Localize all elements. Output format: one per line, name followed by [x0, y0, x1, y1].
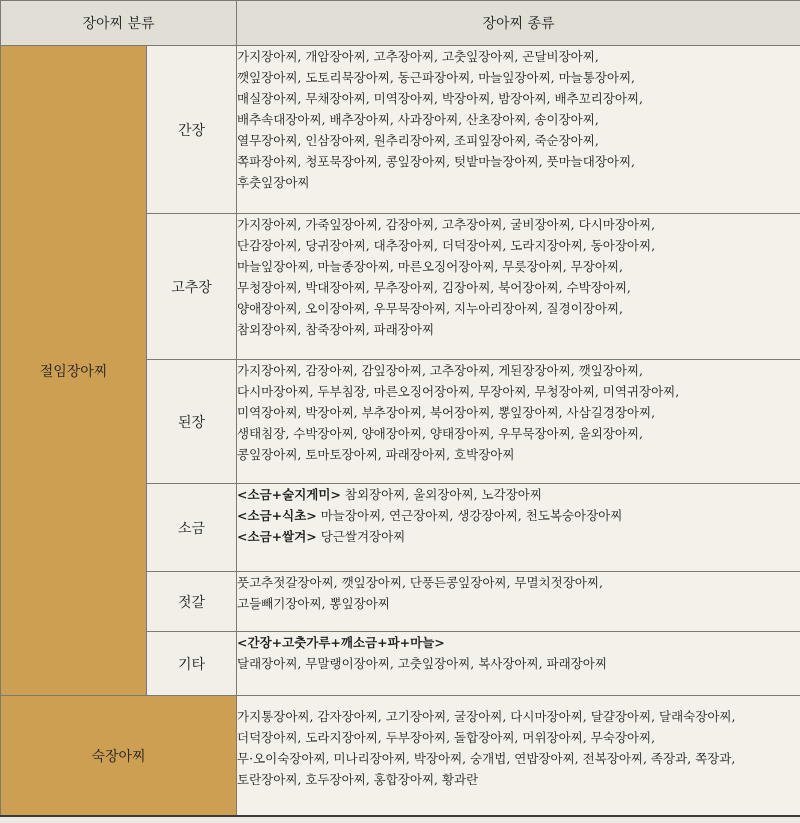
sub-doenjang: 된장	[147, 360, 237, 484]
item-line: 쪽파장아찌, 청포묵장아찌, 콩잎장아찌, 텃밭마늘장아찌, 풋마늘대장아찌,	[237, 154, 636, 169]
item-line: 고들빼기장아찌, 뽕잎장아찌	[237, 596, 390, 611]
item-line: 가지장아찌, 가죽잎장아찌, 감장아찌, 고추장아찌, 굴비장아찌, 다시마장아찌,	[237, 217, 656, 232]
item-line: 단감장아찌, 당귀장아찌, 대추장아찌, 더덕장아찌, 도라지장아찌, 동아장아찌,	[237, 238, 656, 253]
item-line: 가지장아찌, 감장아찌, 감잎장아찌, 고추장아찌, 게된장장아찌, 깻잎장아찌,	[237, 363, 643, 378]
item-line: 콩잎장아찌, 토마토장아찌, 파래장아찌, 호박장아찌	[237, 447, 515, 462]
header-category: 장아찌 분류	[1, 1, 237, 46]
item-line: 무·오이숙장아찌, 미나리장아찌, 박장아찌, 숭개법, 연밥장아찌, 전복장아찌, 족장과, 쪽장과,	[237, 751, 736, 766]
sub-ganjang: 간장	[147, 46, 237, 214]
item-line: 열무장아찌, 인삼장아찌, 원추리장아찌, 조피잎장아찌, 죽순장아찌,	[237, 133, 599, 148]
item-line: 가지장아찌, 개암장아찌, 고추장아찌, 고춧잎장아찌, 곤달비장아찌,	[237, 49, 599, 64]
item-line: 매실장아찌, 무채장아찌, 미역장아찌, 박장아찌, 밤장아찌, 배추꼬리장아찌,	[237, 91, 643, 106]
item-line: 가지통장아찌, 감자장아찌, 고기장아찌, 굴장아찌, 다시마장아찌, 달걀장아찌, 달래숙장아찌,	[237, 709, 736, 724]
bottom-rule	[0, 815, 800, 817]
items-doenjang	[237, 360, 800, 484]
group-items: 참외장아찌, 울외장아찌, 노각장아찌	[344, 487, 542, 502]
items-cooked	[237, 696, 800, 817]
items-gochujang	[237, 214, 800, 360]
item-line: 참외장아찌, 참죽장아찌, 파래장아찌	[237, 322, 435, 337]
group-label: <소금+술지게미>	[237, 487, 341, 502]
header-row	[1, 1, 800, 46]
group-label: <간장+고춧가루+깨소금+파+마늘>	[237, 635, 445, 650]
item-line: 배추속대장아찌, 배추장아찌, 사과장아찌, 산초장아찌, 송이장아찌,	[237, 112, 599, 127]
item-line: 달래장아찌, 무말랭이장아찌, 고춧잎장아찌, 복사장아찌, 파래장아찌	[237, 656, 607, 671]
group-line	[237, 526, 800, 547]
header-types: 장아찌 종류	[237, 1, 800, 46]
item-line: 토란장아찌, 호두장아찌, 홍합장아찌, 황과란	[237, 772, 479, 787]
item-line: 무청장아찌, 박대장아찌, 무추장아찌, 김장아찌, 북어장아찌, 수박장아찌,	[237, 280, 631, 295]
sub-gita: 기타	[147, 632, 237, 696]
row-ganjang	[1, 46, 800, 214]
group-label: <소금+식초>	[237, 508, 317, 523]
category-cooked: 숙장아찌	[1, 696, 237, 817]
item-line: 미역장아찌, 박장아찌, 부추장아찌, 북어장아찌, 뽕잎장아찌, 사삼길경장아찌,	[237, 405, 656, 420]
group-label: <소금+쌀겨>	[237, 529, 317, 544]
category-pickled: 절임장아찌	[1, 46, 147, 696]
item-line: 풋고추젓갈장아찌, 깻잎장아찌, 단풍든콩잎장아찌, 무멸치젓장아찌,	[237, 575, 603, 590]
sub-gochujang: 고추장	[147, 214, 237, 360]
items-gita	[237, 632, 800, 696]
item-line: 후춧잎장아찌	[237, 175, 310, 190]
item-line: 깻잎장아찌, 도토리묵장아찌, 동근파장아찌, 마늘잎장아찌, 마늘통장아찌,	[237, 70, 636, 85]
items-sogeum	[237, 484, 800, 572]
group-items: 마늘장아찌, 연근장아찌, 생강장아찌, 천도복숭아장아찌	[320, 508, 623, 523]
sub-sogeum: 소금	[147, 484, 237, 572]
item-line: 다시마장아찌, 두부침장, 마른오징어장아찌, 무장아찌, 무청장아찌, 미역귀장아찌,	[237, 384, 680, 399]
group-items: 당근쌀겨장아찌	[320, 529, 406, 544]
row-cooked	[1, 696, 800, 817]
items-ganjang	[237, 46, 800, 214]
group-line	[237, 484, 800, 505]
item-line: 생태침장, 수박장아찌, 양애장아찌, 양태장아찌, 우무묵장아찌, 울외장아찌,	[237, 426, 643, 441]
item-line: 마늘잎장아찌, 마늘종장아찌, 마른오징어장아찌, 무릇장아찌, 무장아찌,	[237, 259, 623, 274]
sub-jeotgal: 젓갈	[147, 572, 237, 632]
group-line	[237, 505, 800, 526]
item-line: 더덕장아찌, 도라지장아찌, 두부장아찌, 돌합장아찌, 머위장아찌, 무숙장아찌,	[237, 730, 656, 745]
item-line: 양애장아찌, 오이장아찌, 우무묵장아찌, 지누아리장아찌, 질경이장아찌,	[237, 301, 623, 316]
items-jeotgal	[237, 572, 800, 632]
